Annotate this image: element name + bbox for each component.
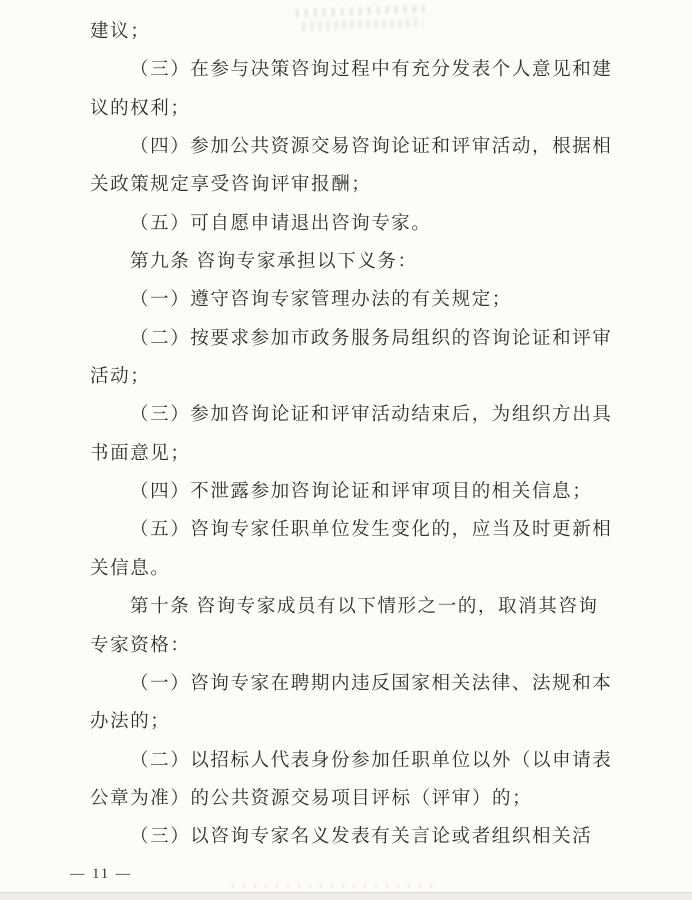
scan-noise-speckle <box>232 884 432 888</box>
text-line: 关政策规定享受咨询评审报酬； <box>90 175 372 196</box>
text-line: 办法的； <box>90 712 171 733</box>
text-line: （三）参加咨询论证和评审活动结束后，为组织方出具 <box>130 405 613 426</box>
text-line: （四）参加公共资源交易咨询论证和评审活动，根据相 <box>130 137 613 158</box>
text-line: 专家资格： <box>90 635 191 656</box>
text-line: （五）咨询专家任职单位发生变化的，应当及时更新相 <box>130 520 613 541</box>
text-line: 建议； <box>90 22 151 42</box>
text-line: 活动； <box>90 367 151 388</box>
text-line: 公章为准）的公共资源交易项目评标（评审）的； <box>90 788 533 809</box>
text-line: （三）以咨询专家名义发表有关言论或者组织相关活 <box>130 827 593 848</box>
text-line: （二）按要求参加市政务服务局组织的咨询论证和评审 <box>130 328 613 349</box>
document-body-text <box>90 13 613 857</box>
text-line: 议的权利； <box>90 98 191 119</box>
text-line: （五）可自愿申请退出咨询专家。 <box>130 213 432 234</box>
text-line: （四）不泄露参加咨询论证和评审项目的相关信息； <box>130 482 593 503</box>
text-line-article-10-heading: 第十条 咨询专家成员有以下情形之一的，取消其咨询 <box>130 597 599 618</box>
text-line: （一）咨询专家在聘期内违反国家相关法律、法规和本 <box>130 673 613 694</box>
text-line: （一）遵守咨询专家管理办法的有关规定； <box>130 290 512 311</box>
page-number: — 11 — <box>70 866 133 882</box>
text-line: 书面意见； <box>90 443 191 464</box>
text-line: （二）以招标人代表身份参加任职单位以外（以申请表 <box>130 750 613 771</box>
scan-edge-strip <box>0 892 692 900</box>
text-line: （三）在参与决策咨询过程中有充分发表个人意见和建 <box>130 60 613 81</box>
text-line-article-9-heading: 第九条 咨询专家承担以下义务： <box>130 252 418 273</box>
text-line: 关信息。 <box>90 558 171 579</box>
